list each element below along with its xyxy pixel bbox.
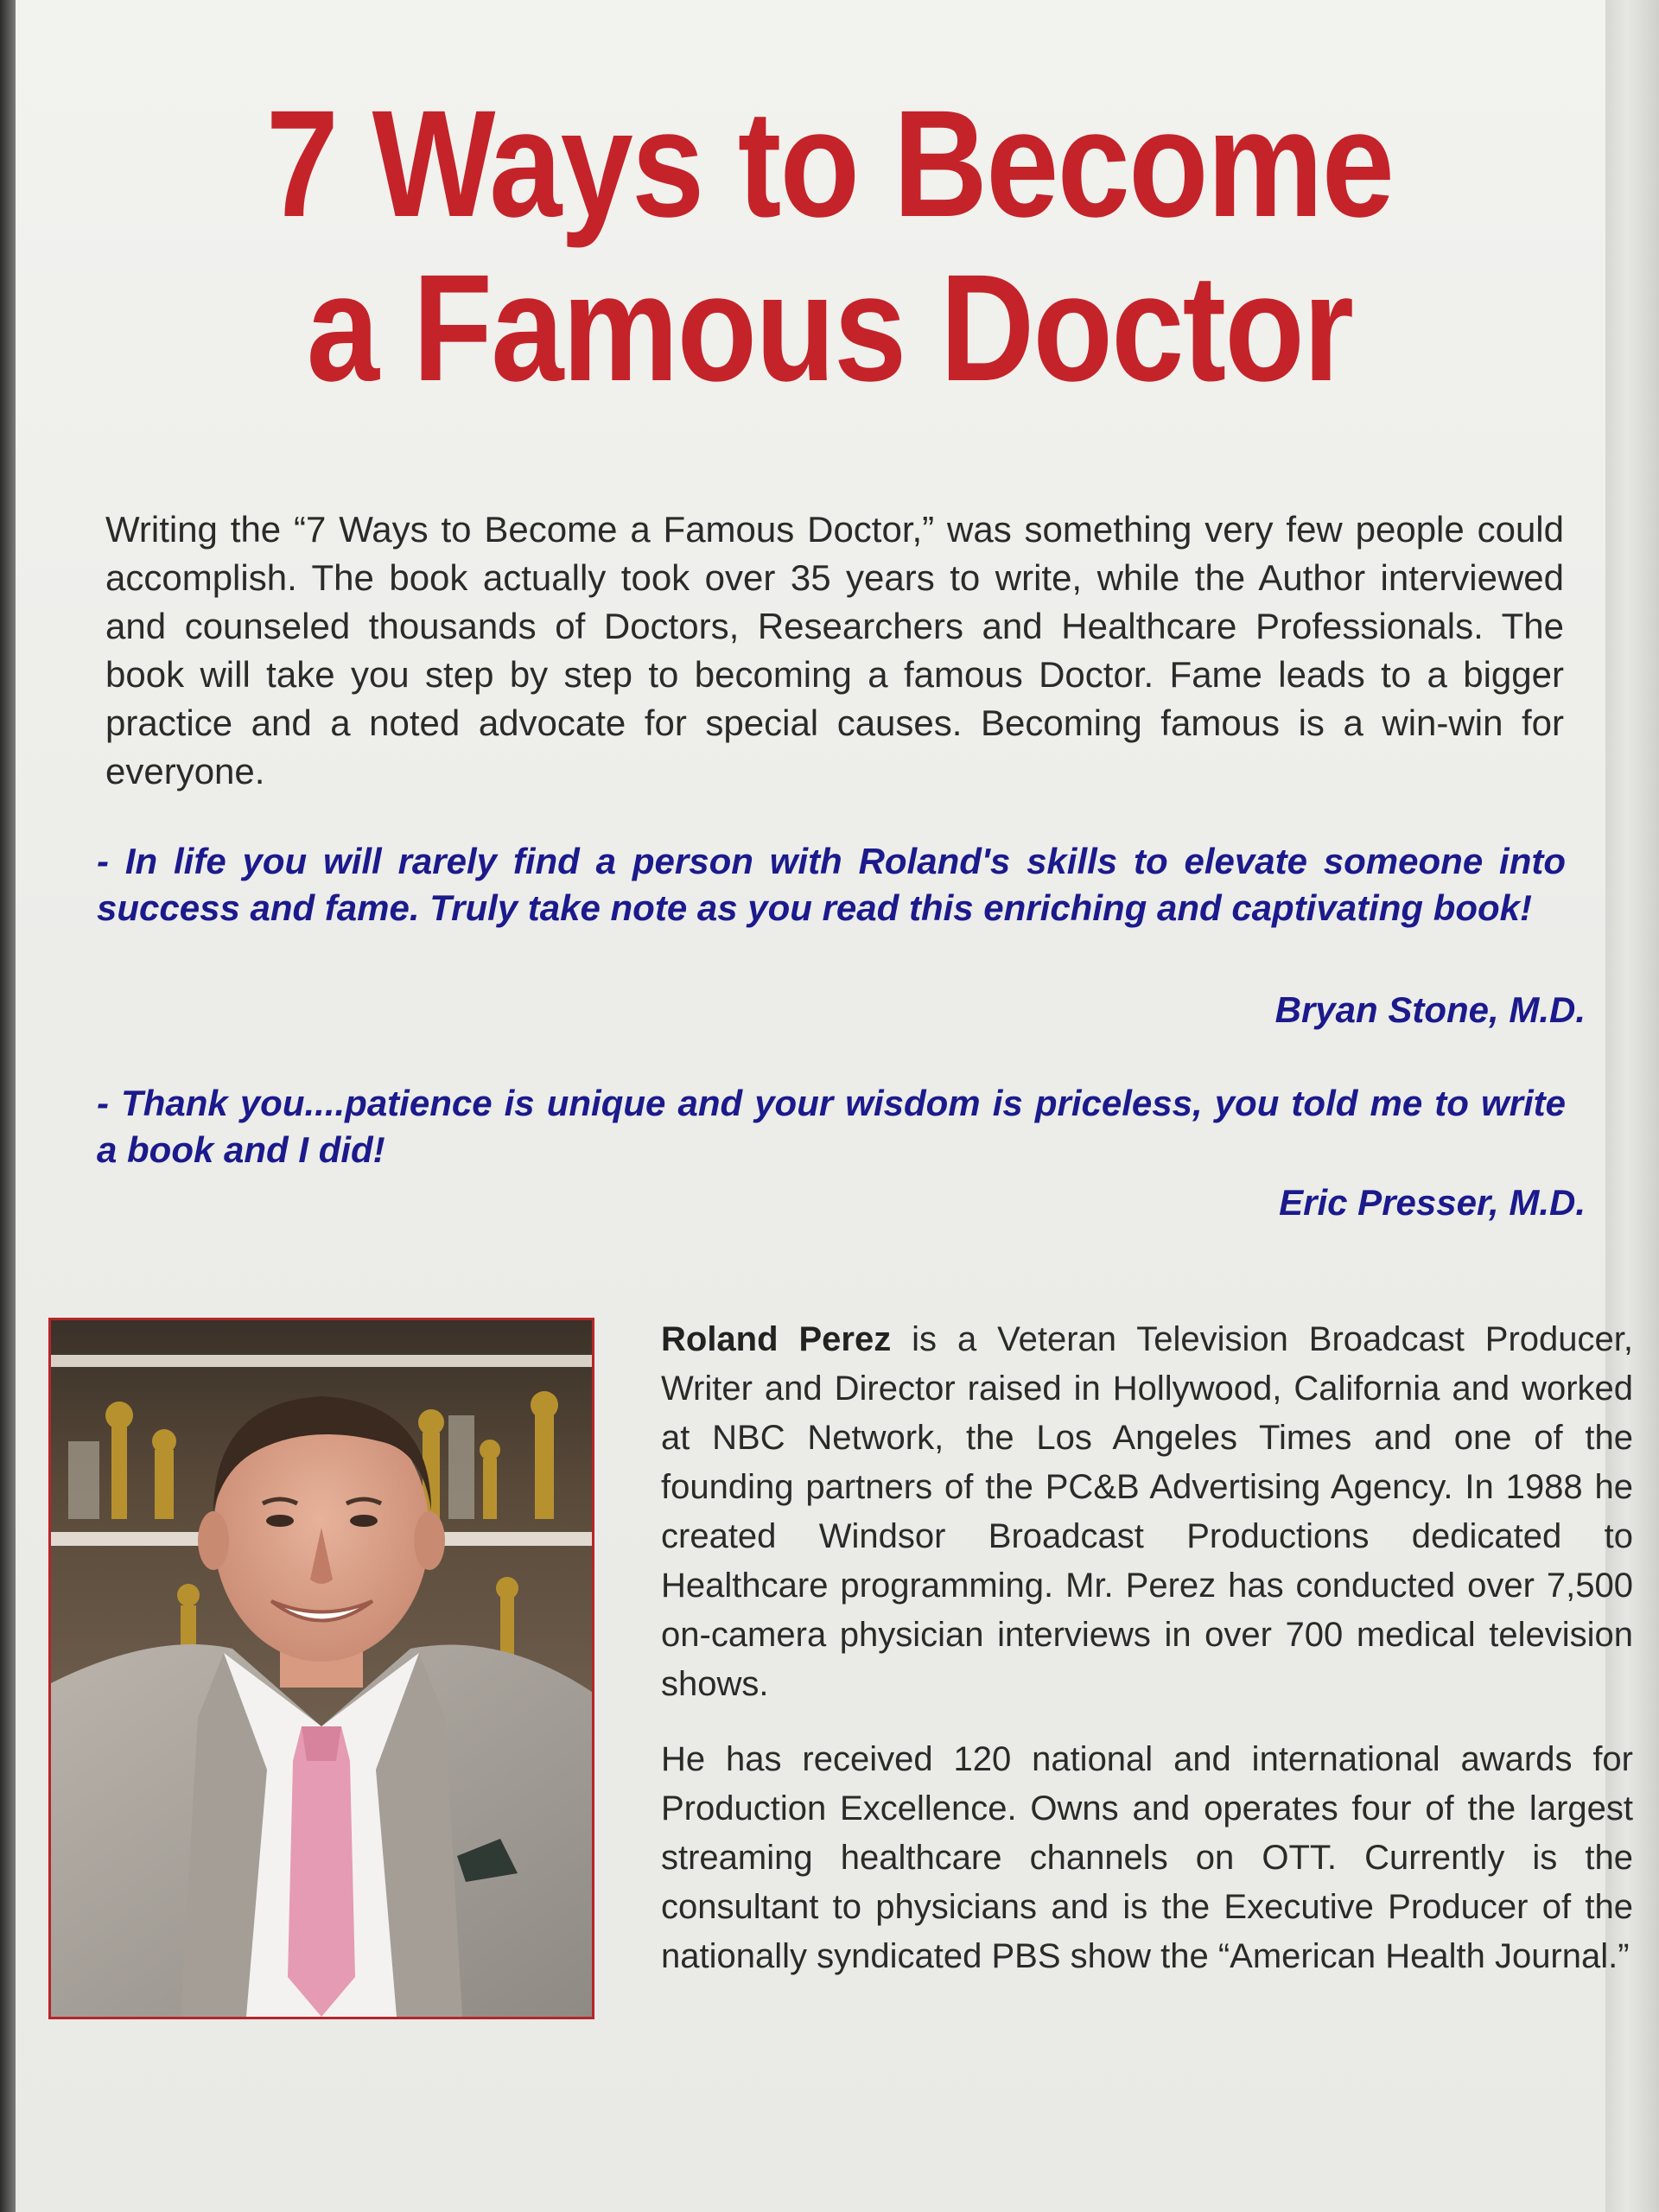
book-title-line-1: 7 Ways to Become bbox=[265, 79, 1394, 249]
author-bio-paragraph-1 bbox=[661, 1315, 1633, 1709]
testimonial-quote-1: - In life you will rarely find a person with Roland's skills to elevate someone into success and fame. Truly take note as you read this enriching and captivating book! bbox=[97, 841, 1566, 928]
author-photo bbox=[48, 1318, 594, 2019]
testimonial-author-1: Bryan Stone, M.D. bbox=[1274, 989, 1586, 1030]
author-name: Roland Perez bbox=[661, 1320, 892, 1358]
testimonial-quote-2: - Thank you....patience is unique and your wisdom is priceless, you told me to write a book and I did! bbox=[97, 1083, 1566, 1170]
intro-paragraph: Writing the “7 Ways to Become a Famous Doctor,” was something very few people could accomplish. The book actually took over 35 years to write, while the Author interviewed and counseled thousands of Doctors, Researchers and Healthcare Professionals. The book will take you step by step to becoming a famous Doctor. Fame leads to a bigger practice and a noted advocate for special causes. Becoming famous is a win-win for everyone. bbox=[105, 509, 1564, 791]
book-title bbox=[220, 79, 1439, 413]
author-bio-text-1: is a Veteran Television Broadcast Producer, Writer and Director raised in Hollywood, California and worked at NBC Network, the Los Angeles Times and one of the founding partners of the PC&B Advertising Agency. In 1988 he created Windsor Broadcast Productions dedicated to Healthcare programming. Mr. Perez has conducted over 7,500 on-camera physician interviews in over 700 medical television shows. bbox=[661, 1320, 1634, 1703]
book-title-line-2: a Famous Doctor bbox=[306, 244, 1353, 413]
author-bio-paragraph-2: He has received 120 national and international awards for Production Excellence. Owns and operates four of the largest streaming healthcare channels on OTT. Currently is the consultant to physicians and is the Executive Producer of the nationally syndicated PBS show the “American Health Journal.” bbox=[661, 1740, 1633, 1975]
book-left-edge bbox=[0, 0, 16, 2212]
testimonial-author-2: Eric Presser, M.D. bbox=[1279, 1182, 1586, 1223]
